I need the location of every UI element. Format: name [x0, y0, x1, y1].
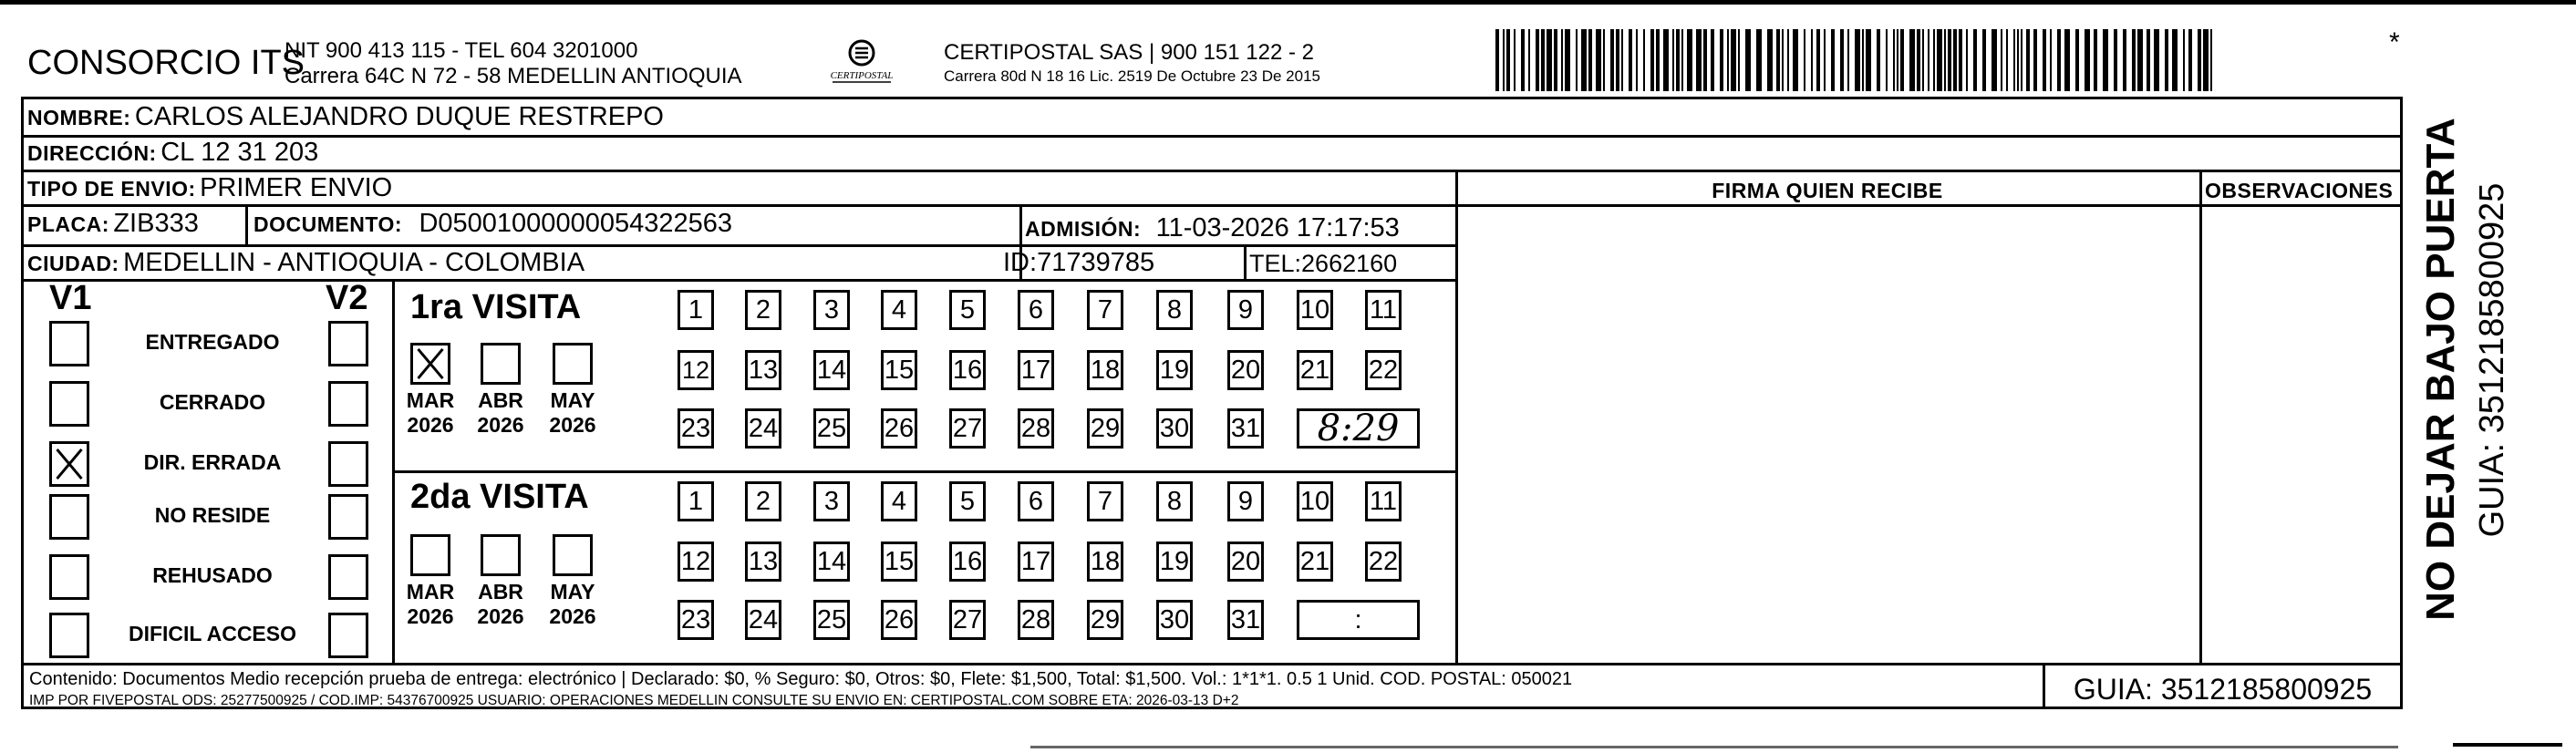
documento-value: D05001000000054322563: [419, 209, 732, 238]
tipo-label: TIPO DE ENVIO:: [27, 177, 196, 201]
ciudad-label: CIUDAD:: [27, 252, 119, 275]
v2-checkbox[interactable]: [328, 441, 368, 487]
visit2-day-box[interactable]: 20: [1227, 542, 1264, 582]
visit2-day-box[interactable]: 19: [1156, 542, 1193, 582]
placa-value: ZIB333: [113, 209, 199, 238]
documento-cell: [253, 209, 732, 239]
visit1-day-box[interactable]: 21: [1297, 350, 1333, 390]
status-option-label: CERRADO: [159, 390, 266, 414]
certipostal-logo: [825, 38, 898, 89]
certipostal-line1: CERTIPOSTAL SAS | 900 151 122 - 2: [944, 40, 1314, 65]
visit2-day-box[interactable]: 13: [745, 542, 781, 582]
v1-checkbox[interactable]: [49, 494, 89, 540]
visit1-day-box[interactable]: 13: [745, 350, 781, 390]
visit1-day-box[interactable]: 17: [1018, 350, 1054, 390]
placa-cell: [27, 209, 199, 239]
visit2-day-box[interactable]: 21: [1297, 542, 1333, 582]
status-option-label: DIR. ERRADA: [143, 450, 282, 474]
visit2-day-box[interactable]: 24: [745, 600, 781, 640]
visit1-day-box[interactable]: 5: [949, 290, 986, 330]
visit1-day-box[interactable]: 12: [678, 350, 714, 390]
visit2-day-box[interactable]: 16: [949, 542, 986, 582]
visit1-day-box[interactable]: 25: [813, 408, 850, 449]
visit2-day-box[interactable]: 15: [881, 542, 917, 582]
nombre-label: NOMBRE:: [27, 106, 131, 129]
nit-line: NIT 900 413 115 - TEL 604 3201000: [284, 38, 638, 63]
visit2-day-box[interactable]: 9: [1227, 481, 1264, 521]
ciudad-value: MEDELLIN - ANTIOQUIA - COLOMBIA: [123, 248, 585, 277]
side-guia-text: GUIA: 3512185800925: [2473, 182, 2511, 538]
visit1-day-box[interactable]: 11: [1365, 290, 1402, 330]
company-address: Carrera 64C N 72 - 58 MEDELLIN ANTIOQUIA: [284, 64, 742, 88]
visit1-day-box[interactable]: 22: [1365, 350, 1402, 390]
v1-checkbox[interactable]: [49, 441, 89, 487]
no-dejar-text: NO DEJAR BAJO PUERTA: [2418, 118, 2463, 621]
visit2-day-box[interactable]: 22: [1365, 542, 1402, 582]
side-panel: [2407, 0, 2576, 753]
visit2-time-box[interactable]: :: [1297, 600, 1420, 640]
visit2-day-box[interactable]: 18: [1087, 542, 1123, 582]
visit1-month-checkbox[interactable]: [553, 343, 593, 385]
visit2-day-box[interactable]: 6: [1018, 481, 1054, 521]
visit1-month-label: MAR 2026: [406, 388, 455, 437]
visit1-day-box[interactable]: 23: [678, 408, 714, 449]
visit2-day-box[interactable]: 29: [1087, 600, 1123, 640]
visit1-day-box[interactable]: 31: [1227, 408, 1264, 449]
visit1-time-box[interactable]: 8:29: [1297, 408, 1420, 449]
v2-checkbox[interactable]: [328, 494, 368, 540]
visit1-day-box[interactable]: 8: [1156, 290, 1193, 330]
visit1-day-box[interactable]: 15: [881, 350, 917, 390]
visit1-day-box[interactable]: 20: [1227, 350, 1264, 390]
visit2-day-box[interactable]: 10: [1297, 481, 1333, 521]
visit2-day-box[interactable]: 5: [949, 481, 986, 521]
visit2-month-label: MAR 2026: [406, 580, 455, 628]
visit1-day-box[interactable]: 2: [745, 290, 781, 330]
visit1-day-box[interactable]: 1: [678, 290, 714, 330]
direccion-row: [27, 138, 318, 168]
visit1-day-box[interactable]: 10: [1297, 290, 1333, 330]
imp-text: IMP POR FIVEPOSTAL ODS: 25277500925 / COD.IMP: 54376700925 USUARIO: OPERACIONES MEDELLIN CONSULTE SU ENVIO EN: CERTIPOSTAL.COM SOBRE ETA: 2026-03-13 D+2: [29, 693, 1239, 708]
visit2-day-box[interactable]: 1: [678, 481, 714, 521]
visit2-day-box[interactable]: 14: [813, 542, 850, 582]
visit1-day-box[interactable]: 3: [813, 290, 850, 330]
visit2-day-box[interactable]: 3: [813, 481, 850, 521]
visit2-day-box[interactable]: 25: [813, 600, 850, 640]
visit1-month-label: ABR 2026: [477, 388, 524, 437]
bottom-scan-edge: [1030, 746, 2398, 748]
direccion-value: CL 12 31 203: [160, 138, 319, 167]
visit1-month-checkbox[interactable]: [481, 343, 521, 385]
visit2-day-box[interactable]: 4: [881, 481, 917, 521]
company-name: CONSORCIO ITS: [27, 44, 305, 82]
visit2-day-box[interactable]: 8: [1156, 481, 1193, 521]
visit2-day-box[interactable]: 17: [1018, 542, 1054, 582]
nombre-row: [27, 102, 664, 132]
placa-label: PLACA:: [27, 212, 109, 236]
observaciones-label: OBSERVACIONES: [2205, 179, 2394, 202]
firma-label: FIRMA QUIEN RECIBE: [1712, 179, 1943, 202]
visit2-day-box[interactable]: 11: [1365, 481, 1402, 521]
v1-checkbox[interactable]: [49, 321, 89, 366]
tel-label: TEL:: [1249, 250, 1302, 277]
visit1-month-checkbox[interactable]: [410, 343, 450, 385]
visit1-day-box[interactable]: 29: [1087, 408, 1123, 449]
visit2-day-box[interactable]: 31: [1227, 600, 1264, 640]
admision-cell: [1025, 213, 1400, 243]
v1-label: V1: [49, 279, 92, 317]
status-option-label: NO RESIDE: [154, 503, 271, 527]
footer-guia: GUIA: 3512185800925: [2073, 673, 2373, 706]
visit1-day-box[interactable]: 27: [949, 408, 986, 449]
check-mark-icon: [52, 444, 87, 484]
v2-checkbox[interactable]: [328, 613, 368, 658]
visit1-day-box[interactable]: 7: [1087, 290, 1123, 330]
logo-text: CERTIPOSTAL: [830, 70, 894, 81]
certipostal-line2: Carrera 80d N 18 16 Lic. 2519 De Octubre 23 De 2015: [944, 67, 1320, 85]
visit2-month-label: ABR 2026: [477, 580, 524, 628]
visit2-day-box[interactable]: 28: [1018, 600, 1054, 640]
admision-label: ADMISIÓN:: [1025, 217, 1142, 241]
visit1-day-box[interactable]: 24: [745, 408, 781, 449]
visit2-day-box[interactable]: 27: [949, 600, 986, 640]
visit2-month-checkbox[interactable]: [553, 534, 593, 576]
admision-value: 11-03-2026 17:17:53: [1155, 213, 1400, 242]
visit2-day-box[interactable]: 30: [1156, 600, 1193, 640]
visit2-day-box[interactable]: 7: [1087, 481, 1123, 521]
visit2-month-label: MAY 2026: [549, 580, 596, 628]
visit2-day-box[interactable]: 23: [678, 600, 714, 640]
visit1-day-box[interactable]: 4: [881, 290, 917, 330]
visit2-title: 2da VISITA: [410, 478, 589, 516]
status-option-label: DIFICIL ACCESO: [128, 622, 296, 645]
visit1-day-box[interactable]: 28: [1018, 408, 1054, 449]
visit1-month-label: MAY 2026: [549, 388, 596, 437]
tipo-value: PRIMER ENVIO: [200, 173, 393, 202]
top-scan-edge: [0, 0, 2576, 5]
id-value: 71739785: [1037, 248, 1155, 277]
direccion-label: DIRECCIÓN:: [27, 141, 157, 165]
nombre-value: CARLOS ALEJANDRO DUQUE RESTREPO: [134, 102, 664, 131]
visit1-day-box[interactable]: 16: [949, 350, 986, 390]
v2-checkbox[interactable]: [328, 321, 368, 366]
tel-cell: [1249, 250, 1397, 278]
id-cell: [1003, 248, 1154, 278]
visit2-day-box[interactable]: 26: [881, 600, 917, 640]
tel-value: 2662160: [1301, 250, 1398, 277]
visit1-day-box[interactable]: 6: [1018, 290, 1054, 330]
status-option-label: REHUSADO: [152, 563, 273, 587]
v1-checkbox[interactable]: [49, 554, 89, 600]
visit2-day-box[interactable]: 2: [745, 481, 781, 521]
v2-checkbox[interactable]: [328, 554, 368, 600]
asterisk-mark: *: [2389, 27, 2400, 57]
id-label: ID:: [1003, 248, 1038, 277]
visit2-month-checkbox[interactable]: [481, 534, 521, 576]
documento-label: DOCUMENTO:: [253, 212, 403, 236]
visit1-day-box[interactable]: 9: [1227, 290, 1264, 330]
contenido-text: Contenido: Documentos Medio recepción prueba de entrega: electrónico | Declarado: $0, % Seguro: $0, Otros: $0, Flete: $1,500, Total: $1,500. Vol.: 1*1*1. 0.5 1 Unid. COD. POSTAL: 050021: [29, 669, 1573, 689]
check-mark-icon: [413, 346, 448, 382]
visit2-day-box[interactable]: 12: [678, 542, 714, 582]
v2-label: V2: [326, 279, 368, 317]
visit1-day-box[interactable]: 30: [1156, 408, 1193, 449]
visit2-month-checkbox[interactable]: [410, 534, 450, 576]
visit1-day-box[interactable]: 19: [1156, 350, 1193, 390]
status-option-label: ENTREGADO: [145, 330, 280, 354]
visit1-day-box[interactable]: 14: [813, 350, 850, 390]
visit1-title: 1ra VISITA: [410, 288, 582, 326]
v2-checkbox[interactable]: [328, 381, 368, 427]
v1-checkbox[interactable]: [49, 613, 89, 658]
v1-checkbox[interactable]: [49, 381, 89, 427]
visit1-day-box[interactable]: 18: [1087, 350, 1123, 390]
visit1-day-box[interactable]: 26: [881, 408, 917, 449]
barcode: [1495, 29, 2225, 93]
ciudad-cell: [27, 248, 585, 278]
tipo-row: [27, 173, 392, 203]
